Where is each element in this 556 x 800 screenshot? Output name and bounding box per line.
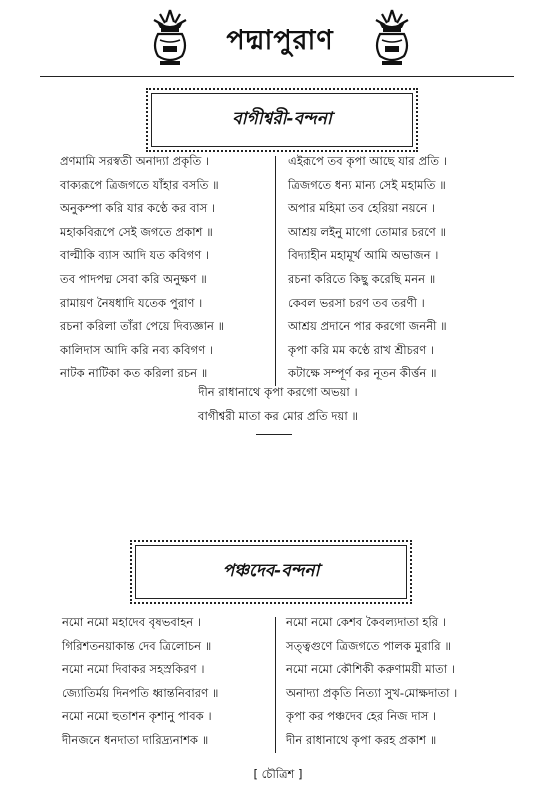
verse-line: বাক্যরূপে ত্রিজগতে যাঁহার বসতি ॥ <box>60 177 219 192</box>
verse-line: নমো নমো কৌশিকী করুণাময়ী মাতা । <box>286 662 455 677</box>
section1-left-column <box>60 150 224 386</box>
book-title: পদ্মাপুরাণ <box>226 25 334 56</box>
verse-line: রচনা করিলা তাঁরা পেয়ে দিব্যজ্ঞান ॥ <box>60 319 225 334</box>
header-rule <box>40 76 514 77</box>
verse-line: কেবল ভরসা চরণ তব তরণী । <box>288 295 425 310</box>
section1-closing <box>0 380 556 428</box>
verse-line: রচনা করিতে কিছু করেছি মনন ॥ <box>288 271 436 286</box>
section-rule <box>256 434 292 435</box>
verse-line: রামায়ণ নৈষধাদি যতেক পুরাণ । <box>60 295 203 310</box>
page-header <box>0 0 556 80</box>
verse-line: বিদ্যাহীন মহামূর্খ আমি অভাজন । <box>288 248 439 263</box>
verse-line: প্রণমামি সরস্বতী অনাদ্যা প্রকৃতি । <box>60 154 210 168</box>
verse-line: গিরিশতনয়াকান্ত দেব ত্রিলোচন ॥ <box>62 638 212 653</box>
verse-line: আশ্রয় প্রদানে পার করগো জননী ॥ <box>288 319 447 334</box>
verse-line: অনুকম্পা করি যার কণ্ঠে কর বাস । <box>60 201 216 216</box>
verse-line: অনাদ্যা প্রকৃতি নিত্যা সুখ-মোক্ষদাতা । <box>286 685 458 700</box>
verse-line: দীন রাধানাথে কৃপা করহ প্রকাশ ॥ <box>286 732 437 747</box>
verse-line: নমো নমো মহাদেব বৃষভবাহন । <box>62 615 202 629</box>
section1-right-column <box>288 150 447 386</box>
verse-line: এইরূপে তব কৃপা আছে যার প্রতি । <box>288 154 447 168</box>
verse-line: সত্ত্বগুণে ত্রিজগতে পালক মুরারি ॥ <box>286 638 451 653</box>
verse-line: অপার মহিমা তব হেরিয়া নয়নে । <box>288 201 436 216</box>
section2-right-column <box>286 611 457 753</box>
column-divider <box>275 156 276 386</box>
verse-line: কটাক্ষে সম্পূর্ণ কর নূতন কীর্ত্তন ॥ <box>288 366 437 381</box>
kalash-urn-icon <box>368 6 416 68</box>
column-divider <box>275 617 276 753</box>
verse-line: কালিদাস আদি করি নব্য কবিগণ । <box>60 342 214 357</box>
section1-title-box <box>146 88 418 152</box>
verse-line: দীনজনে ধনদাতা দারিদ্র্যনাশক ॥ <box>62 732 209 747</box>
section2-title-box <box>130 540 412 604</box>
verse-line: কৃপা করি মম কণ্ঠে রাখ শ্রীচরণ । <box>288 342 435 357</box>
section1-title: বাগীশ্বরী-বন্দনা <box>232 109 332 129</box>
verse-line: তব পাদপদ্ম সেবা করি অনুক্ষণ ॥ <box>60 271 207 286</box>
verse-line: কৃপা কর পঞ্চদেব হের নিজ দাস । <box>286 709 437 724</box>
verse-line: বাল্মীকি ব্যাস আদি যত কবিগণ । <box>60 248 210 263</box>
verse-line: ত্রিজগতে ধন্য মান্য সেই মহামতি ॥ <box>288 177 446 192</box>
closing-line: বাগীশ্বরী মাতা কর মোর প্রতি দয়া ॥ <box>198 409 358 423</box>
verse-line: নমো নমো হুতাশন কৃশানু পাবক । <box>62 709 212 724</box>
verse-line: আশ্রয় লইনু মাগো তোমার চরণে ॥ <box>288 224 447 239</box>
verse-line: মহাকবিরূপে সেই জগতে প্রকাশ ॥ <box>60 224 213 239</box>
verse-line: জ্যোতির্ময় দিনপতি ধ্বান্তনিবারণ ॥ <box>62 685 219 700</box>
closing-line: দীন রাধানাথে কৃপা করগো অভয়া । <box>198 385 358 399</box>
section2-title: পঞ্চদেব-বন্দনা <box>222 561 320 581</box>
verse-line: নমো নমো দিবাকর সহস্রকিরণ । <box>62 662 205 677</box>
section2-left-column <box>62 611 218 753</box>
kalash-urn-icon <box>146 6 194 68</box>
verse-line: নমো নমো কেশব কৈবল্যদাতা হরি । <box>286 615 447 629</box>
verse-line: নাটক নাটিকা কত করিলা রচন ॥ <box>60 366 208 381</box>
page-number: [ চৌত্রিশ ] <box>253 767 303 781</box>
